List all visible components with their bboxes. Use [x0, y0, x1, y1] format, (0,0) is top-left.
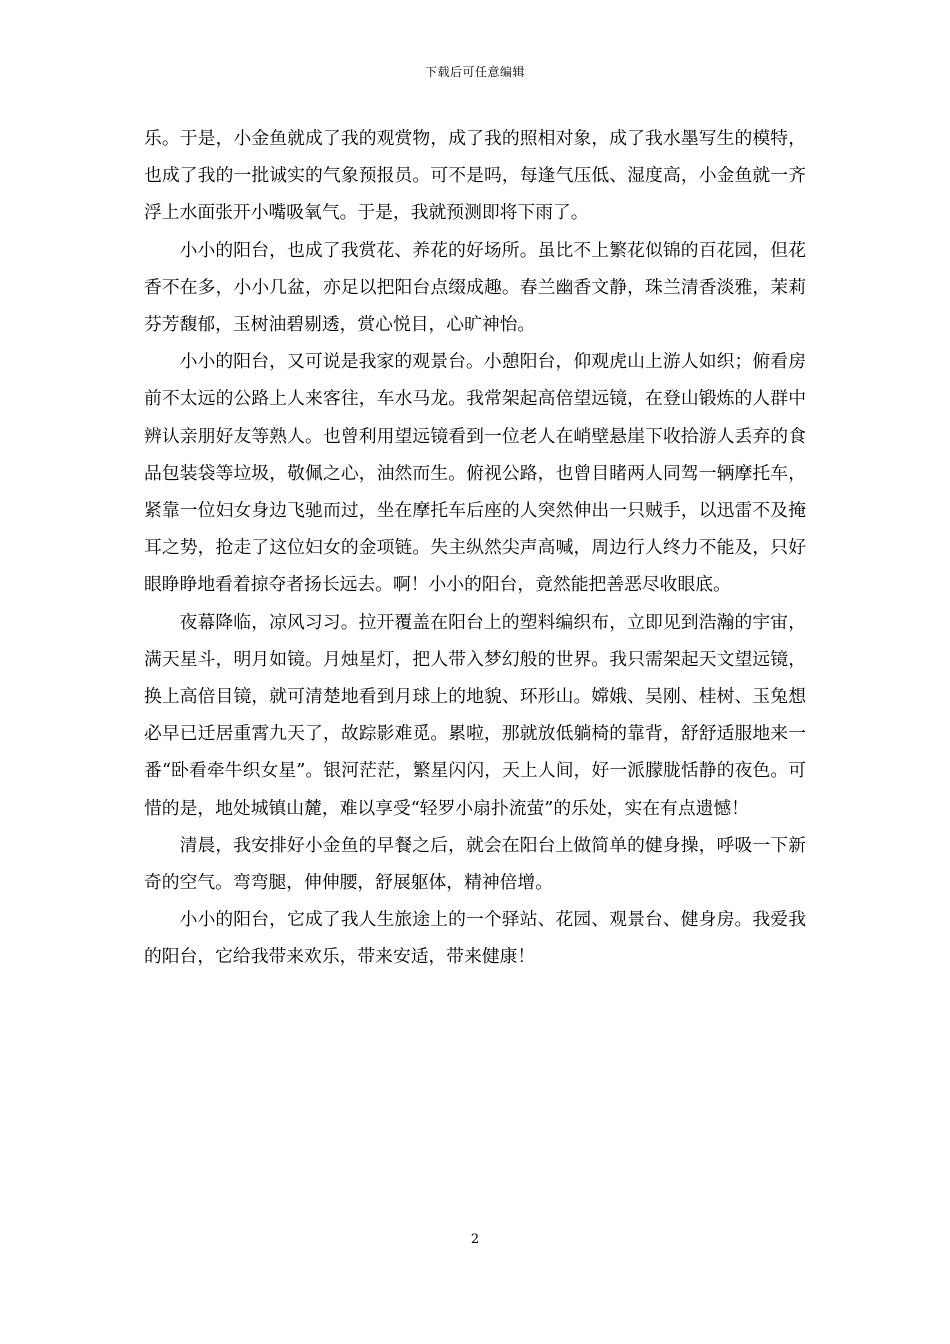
paragraph-night-sky: 夜幕降临，凉风习习。拉开覆盖在阳台上的塑料编织布，立即见到浩瀚的宇宙，满天星斗，明月如镜。月烛星灯，把人带入梦幻般的世界。我只需架起天文望远镜，换上高倍目镜，就可清楚地看到月球上的地貌、环形山。嫦娥、吴刚、桂树、玉兔想必早已迁居重霄九天了，故踪影难觅。累啦，那就放低躺椅的靠背，舒舒适服地来一番“卧看牵牛织女星”。银河茫茫，繁星闪闪，天上人间，好一派朦胧恬静的夜色。可惜的是，地处城镇山麓，难以享受“轻罗小扇扑流萤”的乐处，实在有点遗憾！ — [144, 611, 806, 819]
paragraph-conclusion: 小小的阳台，它成了我人生旅途上的一个驿站、花园、观景台、健身房。我爱我的阳台，它给我带来欢乐，带来安适，带来健康！ — [144, 909, 806, 968]
paragraph-continuation: 乐。于是，小金鱼就成了我的观赏物，成了我的照相对象，成了我水墨写生的模特，也成了我的一批诚实的气象预报员。可不是吗，每逢气压低、湿度高，小金鱼就一齐浮上水面张开小嘴吸氧气。于是，我就预测即将下雨了。 — [144, 128, 806, 224]
document-body — [144, 120, 806, 976]
paragraph-viewing-platform: 小小的阳台，又可说是我家的观景台。小憩阳台，仰观虎山上游人如织；俯看房前不太远的公路上人来客往，车水马龙。我常架起高倍望远镜，在登山锻炼的人群中辨认亲朋好友等熟人。也曾利用望远镜看到一位老人在峭壁悬崖下收拾游人丢弃的食品包装袋等垃圾，敬佩之心，油然而生。俯视公路，也曾目睹两人同驾一辆摩托车，紧靠一位妇女身边飞驰而过，坐在摩托车后座的人突然伸出一只贼手，以迅雷不及掩耳之势，抢走了这位妇女的金项链。失主纵然尖声高喊，周边行人终力不能及，只好眼睁睁地看着掠夺者扬长远去。啊！小小的阳台，竟然能把善恶尽收眼底。 — [144, 351, 806, 596]
paragraph-flowers: 小小的阳台，也成了我赏花、养花的好场所。虽比不上繁花似锦的百花园，但花香不在多，小小几盆，亦足以把阳台点缀成趣。春兰幽香文静，珠兰清香淡雅，茉莉芬芳馥郁，玉树油碧剔透，赏心悦目，心旷神怡。 — [144, 239, 806, 336]
page-number: 2 — [470, 1232, 480, 1247]
page-header: 下载后可任意编辑 — [424, 65, 525, 79]
paragraph-morning-exercise: 清晨，我安排好小金鱼的早餐之后，就会在阳台上做简单的健身操，呼吸一下新奇的空气。弯弯腿，伸伸腰，舒展躯体，精神倍增。 — [144, 834, 806, 894]
